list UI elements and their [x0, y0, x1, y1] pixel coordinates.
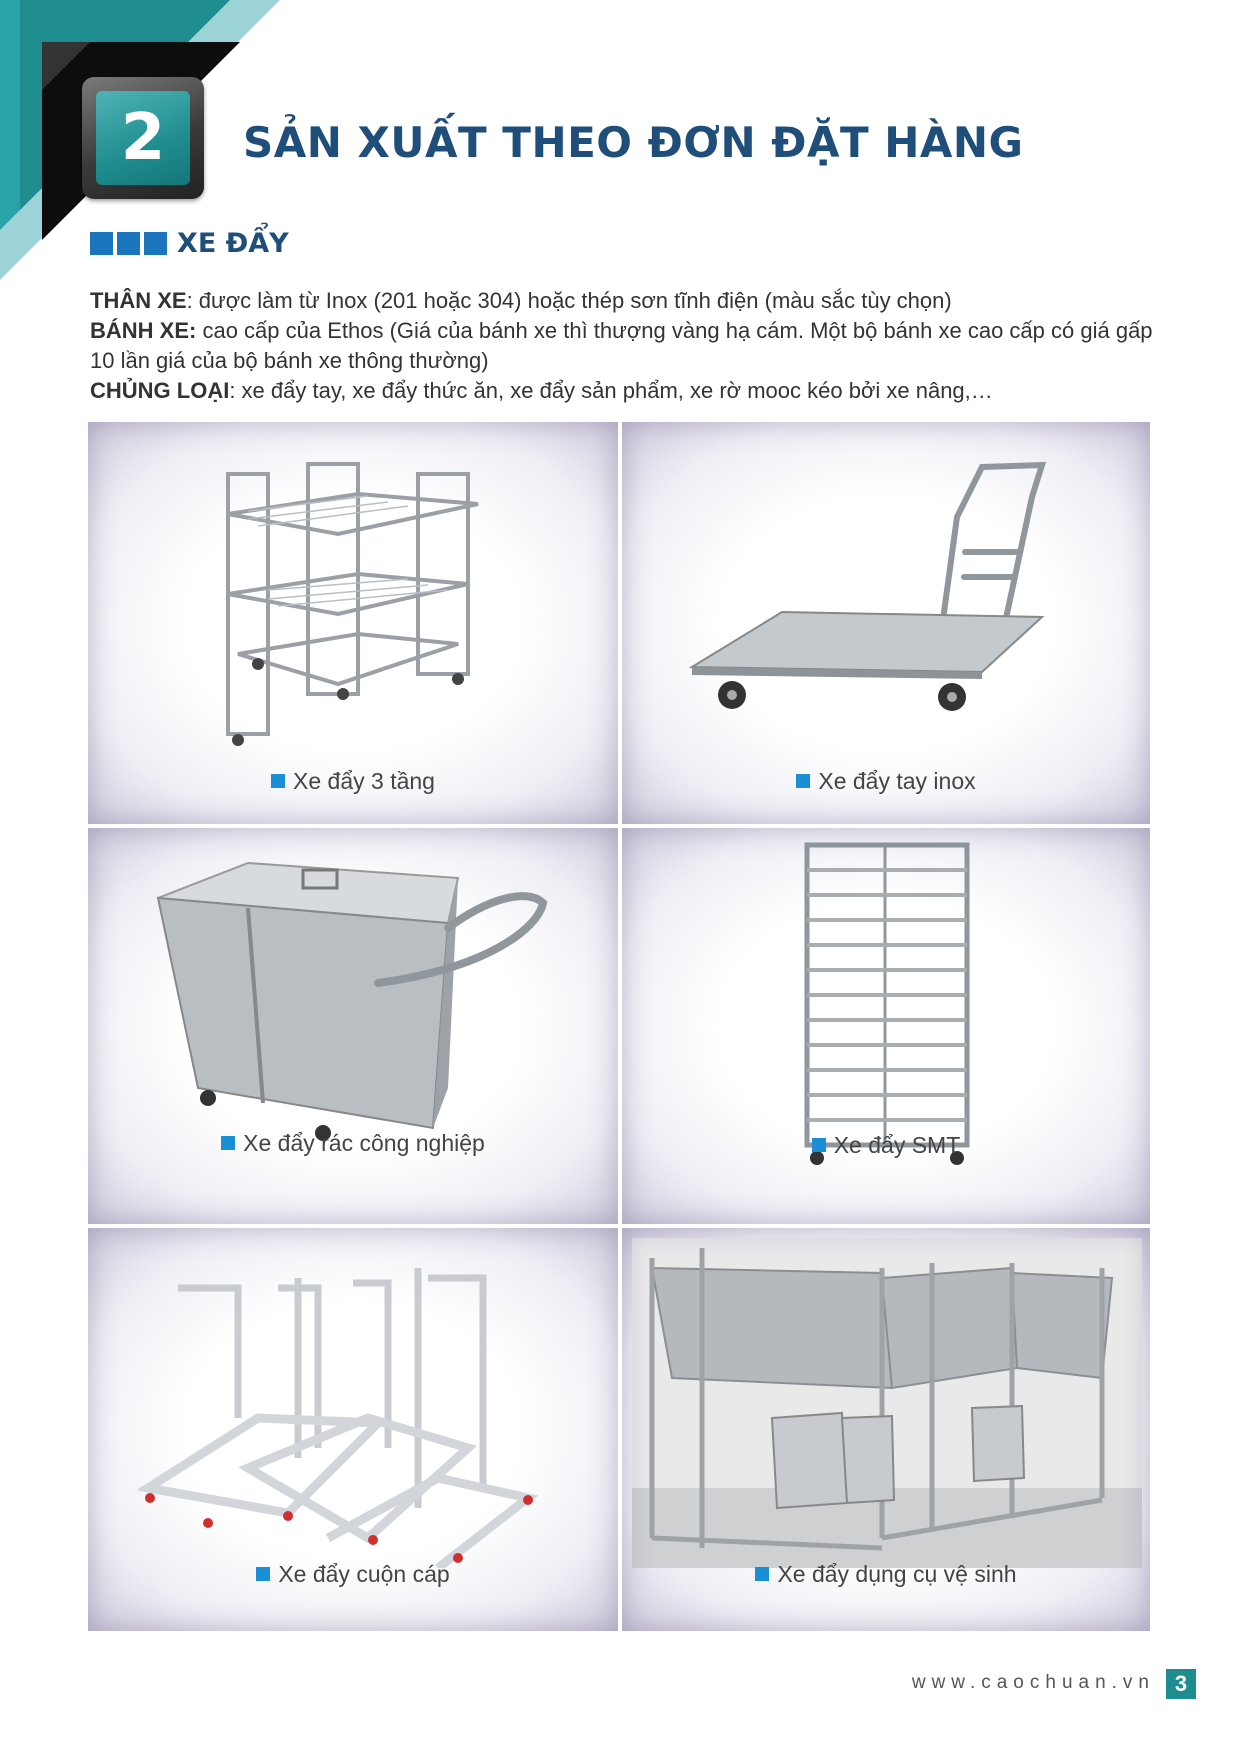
- product-caption: [88, 1561, 618, 1588]
- product-caption: [622, 1561, 1150, 1588]
- bullet-square-icon: [812, 1138, 826, 1152]
- desc-type-label: CHỦNG LOẠI: [90, 378, 230, 403]
- product-caption-text: Xe đẩy SMT: [833, 1132, 961, 1158]
- desc-wheel-line: [90, 316, 1160, 376]
- product-card: [88, 422, 618, 824]
- desc-body-text: : được làm từ Inox (201 hoặc 304) hoặc thép sơn tĩnh điện (màu sắc tùy chọn): [186, 288, 952, 313]
- desc-type-text: : xe đẩy tay, xe đẩy thức ăn, xe đẩy sản phẩm, xe rờ mooc kéo bởi xe nâng,…: [229, 378, 993, 403]
- product-card: [622, 828, 1150, 1224]
- hand-truck-image: [682, 457, 1102, 727]
- product-card: [88, 1228, 618, 1631]
- bullet-square-icon: [755, 1567, 769, 1581]
- trash-cart-image: [148, 858, 568, 1158]
- desc-body-line: [90, 286, 1160, 316]
- subsection-heading: [90, 226, 289, 260]
- heading-square-icon: [90, 232, 113, 255]
- product-caption: [88, 1130, 618, 1157]
- product-caption-text: Xe đẩy cuộn cáp: [278, 1561, 450, 1587]
- product-caption-text: Xe đẩy tay inox: [818, 768, 976, 794]
- product-card: [622, 1228, 1150, 1631]
- bullet-square-icon: [271, 774, 285, 788]
- footer-website: www.caochuan.vn: [911, 1672, 1155, 1693]
- product-caption: [622, 1132, 1150, 1159]
- smt-cart-image: [797, 840, 977, 1170]
- description: [90, 286, 1160, 406]
- desc-type-line: [90, 376, 1160, 406]
- heading-square-icon: [144, 232, 167, 255]
- product-caption-text: Xe đẩy 3 tầng: [293, 768, 435, 794]
- page-title: SẢN XUẤT THEO ĐƠN ĐẶT HÀNG: [243, 118, 1024, 167]
- product-caption-text: Xe đẩy dụng cụ vệ sinh: [777, 1561, 1017, 1587]
- bullet-square-icon: [256, 1567, 270, 1581]
- product-card: [622, 422, 1150, 824]
- section-number: 2: [96, 91, 190, 185]
- product-caption: [622, 768, 1150, 795]
- three-tier-cart-image: [208, 444, 508, 764]
- desc-body-label: THÂN XE: [90, 288, 187, 313]
- product-grid: [88, 422, 1150, 1631]
- product-caption-text: Xe đẩy rác công nghiệp: [243, 1130, 485, 1156]
- subsection-title: XE ĐẨY: [177, 227, 289, 259]
- cable-reel-cart-image: [138, 1248, 558, 1568]
- heading-square-icon: [117, 232, 140, 255]
- cleaning-cart-image: [632, 1238, 1142, 1568]
- bullet-square-icon: [796, 774, 810, 788]
- desc-wheel-text: cao cấp của Ethos (Giá của bánh xe thì thượng vàng hạ cám. Một bộ bánh xe cao cấp có giá gấp 10 lần giá của bộ bánh xe thông thường): [90, 318, 1153, 373]
- desc-wheel-label: BÁNH XE:: [90, 318, 197, 343]
- section-number-badge: [82, 77, 204, 199]
- page-number: 3: [1166, 1669, 1196, 1699]
- product-card: [88, 828, 618, 1224]
- bullet-square-icon: [221, 1136, 235, 1150]
- product-caption: [88, 768, 618, 795]
